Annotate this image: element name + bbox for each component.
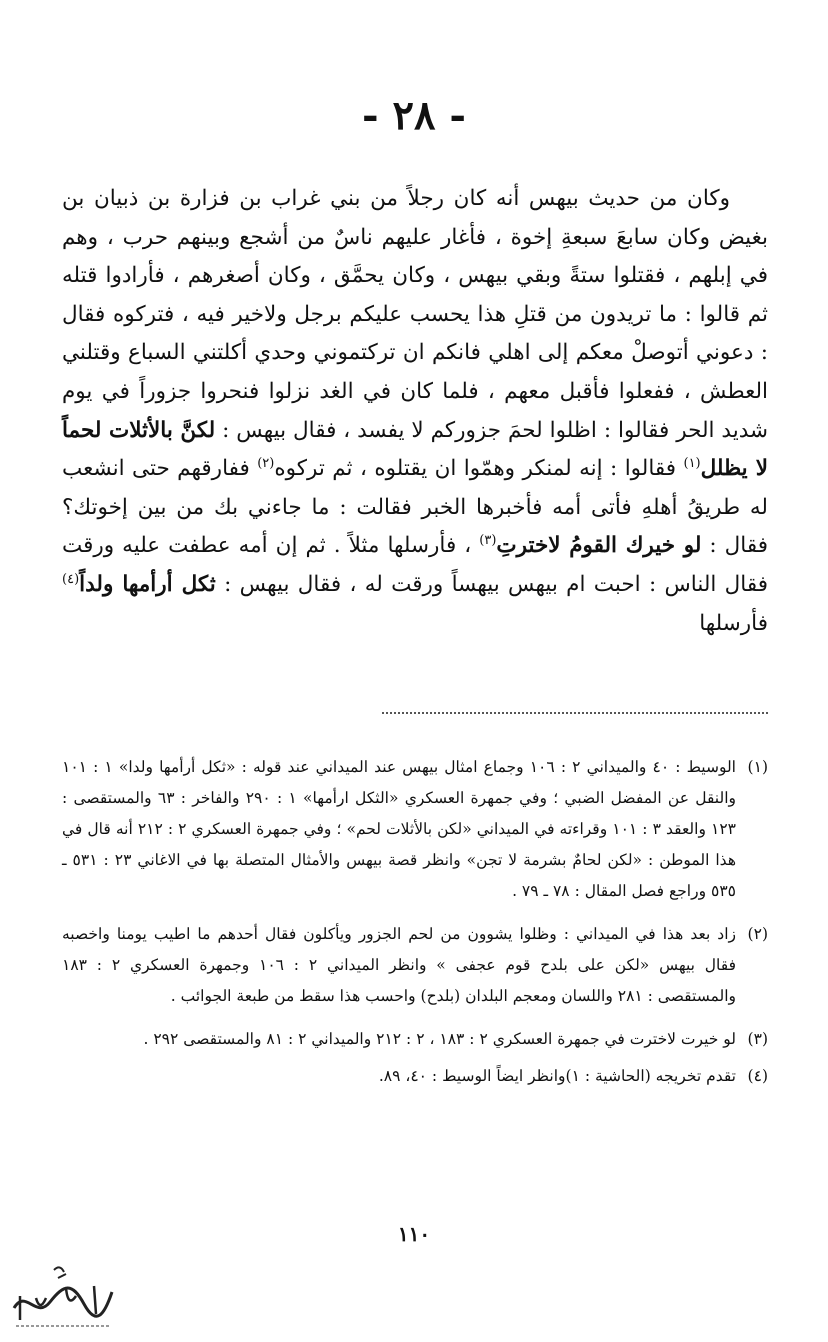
proverb-3: ثكل أرأمها ولداً [79, 571, 216, 597]
footnote-number: (٣) [747, 1030, 768, 1048]
footnote-number: (٢) [747, 925, 768, 943]
footnote-number: (٤) [747, 1067, 768, 1085]
footnotes [62, 752, 768, 1104]
page-number: ١١٠ [397, 1222, 431, 1246]
footnote-text: زاد بعد هذا في الميداني : وظلوا يشوون من لحم الجزور ويأكلون فقال أحدهم ما اطيب يومنا واخصبه فقال بيهس «لكن على بلدح قوم عجفى » وانظر الميداني ٢ : ١٠٦ وجمهرة العسكري ٢ : ١٨٣ والمستقصى : ٢٨١ واللسان ومعجم البلدان (بلدح) واحسب هذا سقط من طبعة الجوائب . [62, 925, 737, 1005]
footnote-number: (١) [747, 758, 768, 776]
footnote-text: الوسيط : ٤٠ والميداني ٢ : ١٠٦ وجماع امثال بيهس عند الميداني عند قوله : «ثكل أرأمها ولدا» ١ : ١٠١ والنقل عن المفضل الضبي ؛ وفي جمهرة العسكري «الثكل ارأمها» ١ : ٢٩٠ والفاخر : ٦٣ والمستقصى : ١٢٣ والعقد ٣ : ١٠١ وقراءته في الميداني «لكن بالأثلات لحم» ؛ وفي جمهرة العسكري ٢ : ٢١٢ أنه قال في هذا الموطن : «لكن لحامٌ بشرمة لا تجن» وانظر قصة بيهس والأمثال المتصلة بها في الاغاني ٢٣ : ٥٣١ ـ ٥٣٥ وراجع فصل المقال : ٧٨ ـ ٧٩ . [62, 758, 736, 900]
proverb-2: لو خيرك القومُ لاخترتِ [496, 533, 702, 559]
footnote [62, 919, 768, 1012]
paragraph-text: فقالوا : إنه لمنكر وهمّوا ان يقتلوه ، ثم تركوه [274, 456, 677, 482]
paragraph-text: وكان من حديث بيهس أنه كان رجلاً من بني غراب بن فزارة بن ذبيان بن بغيض وكان سابعَ سبعةِ إخوة ، فأغار عليهم ناسٌ من أشجع وبينهم حرب ، وهم في إبلهم ، فقتلوا ستةً وبقي بيهس ، وكان يحمَّق ، وكان أصغرهم ، فأرادوا قتله ثم قالوا : ما تريدون من قتلِ هذا يحسب عليكم برجل ولاخير فيه ، فتركوه فقال : دعوني أتوصلْ معكم إلى اهلي فانكم ان تركتموني وحدي أكلتني السباع وقتلني العطش ، ففعلوا فأقبل معهم ، فلما كان في الغد نزلوا فنحروا جزوراً في يوم شديد الحر فقالوا : اظلوا لحمَ جزوركم لا يفسد ، فقال بيهس : [62, 186, 768, 443]
footnote [62, 1061, 768, 1092]
footnote-ref-3[interactable]: (٣) [479, 533, 497, 549]
footnote-ref-4[interactable]: (٤) [62, 571, 80, 587]
footnote-separator [382, 712, 768, 714]
footnote-ref-1[interactable]: (١) [683, 456, 701, 471]
footnote-text: لو خيرت لاخترت في جمهرة العسكري ٢ : ١٨٣ ، ٢ : ٢١٢ والميداني ٢ : ٨١ والمستقصى ٢٩٢ . [143, 1030, 736, 1048]
page-title: - ٢٨ - [361, 92, 467, 139]
calligraphy-stamp-logo [6, 1258, 118, 1332]
proverb-1: لكنَّ بالأثلات لحماً لا يظلل [62, 417, 768, 482]
footnote-ref-2[interactable]: (٢) [257, 456, 275, 471]
footnote-text: تقدم تخريجه (الحاشية : ١)وانظر ايضاً الوسيط : ٤٠، ٨٩. [378, 1067, 736, 1085]
paragraph-text: ففارقهم حتى انشعب له طريقُ أهلهِ فأتى أمه فأخبرها الخبر فقالت : ما جاءني بك من بين إخوتك؟ فقال : [62, 456, 769, 559]
main-text [62, 180, 768, 643]
paragraph-text: فأرسلها [699, 610, 768, 636]
paragraph-text: ، فأرسلها مثلاً . ثم إن أمه عطفت عليه ورقت فقال الناس : احبت ام بيهس بيهساً ورقت له ، فقال بيهس : [62, 533, 769, 597]
paragraph [62, 180, 768, 643]
footnote [62, 1024, 768, 1055]
footnote [62, 752, 768, 907]
